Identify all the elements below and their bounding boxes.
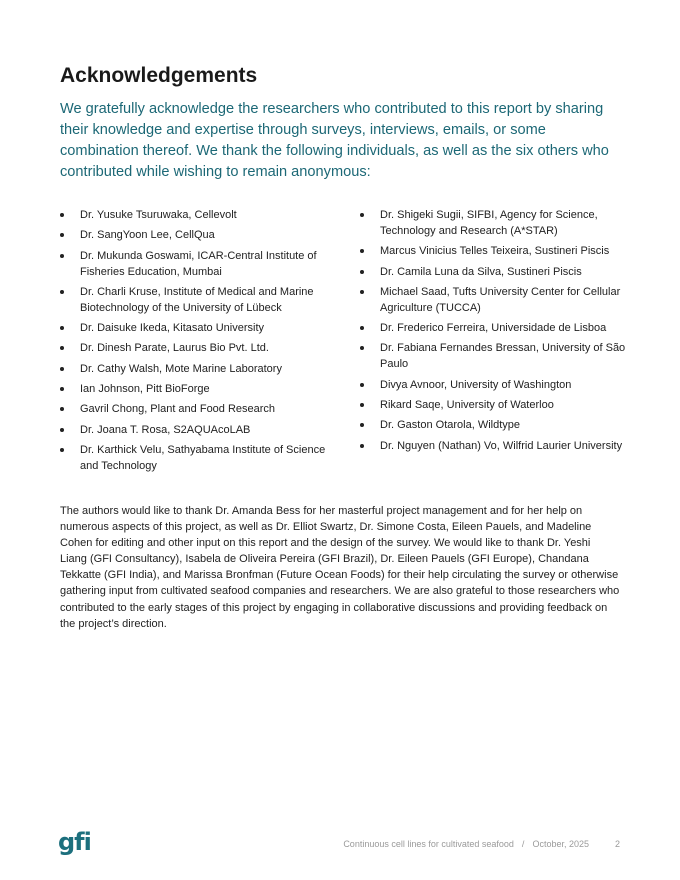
list-item: Ian Johnson, Pitt BioForge bbox=[60, 381, 340, 397]
thanks-paragraph: The authors would like to thank Dr. Amanda Bess for her masterful project management and for her help on numerous aspects of this project, as well as Dr. Elliot Swartz, Dr. Simone Costa, Eileen Pauels, and Madeline Cohen for editing and other input on this report and the design of the survey. We would like to thank Dr. Yeshi Liang (GFI Consultancy), Isabela de Oliveira Pereira (GFI Brazil), Dr. Eileen Pauels (GFI Europe), Chandana Tekkatte (GFI India), and Marissa Bronfman (Future Ocean Foods) for their help circulating the survey or otherwise gathering input from cultivated seafood companies and researchers. We are also grateful to those researchers who contributed to the early stages of this project by engaging in collaborative discussions and providing feedback on the project’s direction. bbox=[60, 505, 620, 630]
bullet-icon bbox=[360, 346, 364, 350]
bullet-icon bbox=[360, 383, 364, 387]
intro-paragraph: We gratefully acknowledge the researchers who contributed to this report by sharing their knowledge and expertise through surveys, interviews, emails, or some combination thereof. We thank the following individuals, as well as the six others who contributed while wishing to remain anonymous: bbox=[60, 101, 609, 180]
gfi-logo: gfi bbox=[58, 828, 91, 856]
list-item: Dr. Shigeki Sugii, SIFBI, Agency for Science, Technology and Research (A*STAR) bbox=[360, 207, 635, 239]
list-item: Dr. Fabiana Fernandes Bressan, University of São Paulo bbox=[360, 340, 635, 372]
bullet-icon bbox=[360, 403, 364, 407]
bullet-icon bbox=[60, 233, 64, 237]
page-footer bbox=[343, 839, 620, 849]
acknowledgement-list-right bbox=[360, 207, 635, 458]
list-item: Dr. Yusuke Tsuruwaka, Cellevolt bbox=[60, 207, 340, 223]
bullet-icon bbox=[60, 254, 64, 258]
bullet-icon bbox=[60, 213, 64, 217]
list-item: Gavril Chong, Plant and Food Research bbox=[60, 401, 340, 417]
bullet-icon bbox=[60, 346, 64, 350]
list-item: Dr. Camila Luna da Silva, Sustineri Piscis bbox=[360, 264, 635, 280]
bullet-icon bbox=[60, 326, 64, 330]
list-item: Dr. Frederico Ferreira, Universidade de Lisboa bbox=[360, 320, 635, 336]
bullet-icon bbox=[360, 326, 364, 330]
bullet-icon bbox=[60, 367, 64, 371]
list-item: Dr. Daisuke Ikeda, Kitasato University bbox=[60, 320, 340, 336]
page-title: Acknowledgements bbox=[60, 64, 258, 87]
list-item: Marcus Vinicius Telles Teixeira, Sustineri Piscis bbox=[360, 243, 635, 259]
list-item: Dr. Karthick Velu, Sathyabama Institute of Science and Technology bbox=[60, 442, 340, 474]
list-item: Dr. Mukunda Goswami, ICAR-Central Institute of Fisheries Education, Mumbai bbox=[60, 248, 340, 280]
list-item: Dr. Charli Kruse, Institute of Medical and Marine Biotechnology of the University of Lübeck bbox=[60, 284, 340, 316]
bullet-icon bbox=[60, 448, 64, 452]
list-item: Dr. Gaston Otarola, Wildtype bbox=[360, 417, 635, 433]
list-item: Dr. Cathy Walsh, Mote Marine Laboratory bbox=[60, 361, 340, 377]
bullet-icon bbox=[360, 213, 364, 217]
list-item: Rikard Saqe, University of Waterloo bbox=[360, 397, 635, 413]
list-item: Dr. Dinesh Parate, Laurus Bio Pvt. Ltd. bbox=[60, 340, 340, 356]
footer-report-title: Continuous cell lines for cultivated seafood bbox=[343, 839, 514, 849]
bullet-icon bbox=[360, 290, 364, 294]
acknowledgement-list-left bbox=[60, 207, 340, 478]
bullet-icon bbox=[360, 249, 364, 253]
bullet-icon bbox=[60, 407, 64, 411]
bullet-icon bbox=[60, 387, 64, 391]
page-number: 2 bbox=[614, 839, 620, 849]
bullet-icon bbox=[360, 270, 364, 274]
bullet-icon bbox=[60, 290, 64, 294]
footer-separator: / bbox=[521, 839, 525, 849]
list-item: Dr. Nguyen (Nathan) Vo, Wilfrid Laurier University bbox=[360, 438, 635, 454]
bullet-icon bbox=[360, 423, 364, 427]
footer-date: October, 2025 bbox=[532, 839, 589, 849]
bullet-icon bbox=[60, 428, 64, 432]
list-item: Dr. Joana T. Rosa, S2AQUAcoLAB bbox=[60, 422, 340, 438]
list-item: Dr. SangYoon Lee, CellQua bbox=[60, 227, 340, 243]
list-item: Divya Avnoor, University of Washington bbox=[360, 377, 635, 393]
bullet-icon bbox=[360, 444, 364, 448]
list-item: Michael Saad, Tufts University Center for Cellular Agriculture (TUCCA) bbox=[360, 284, 635, 316]
